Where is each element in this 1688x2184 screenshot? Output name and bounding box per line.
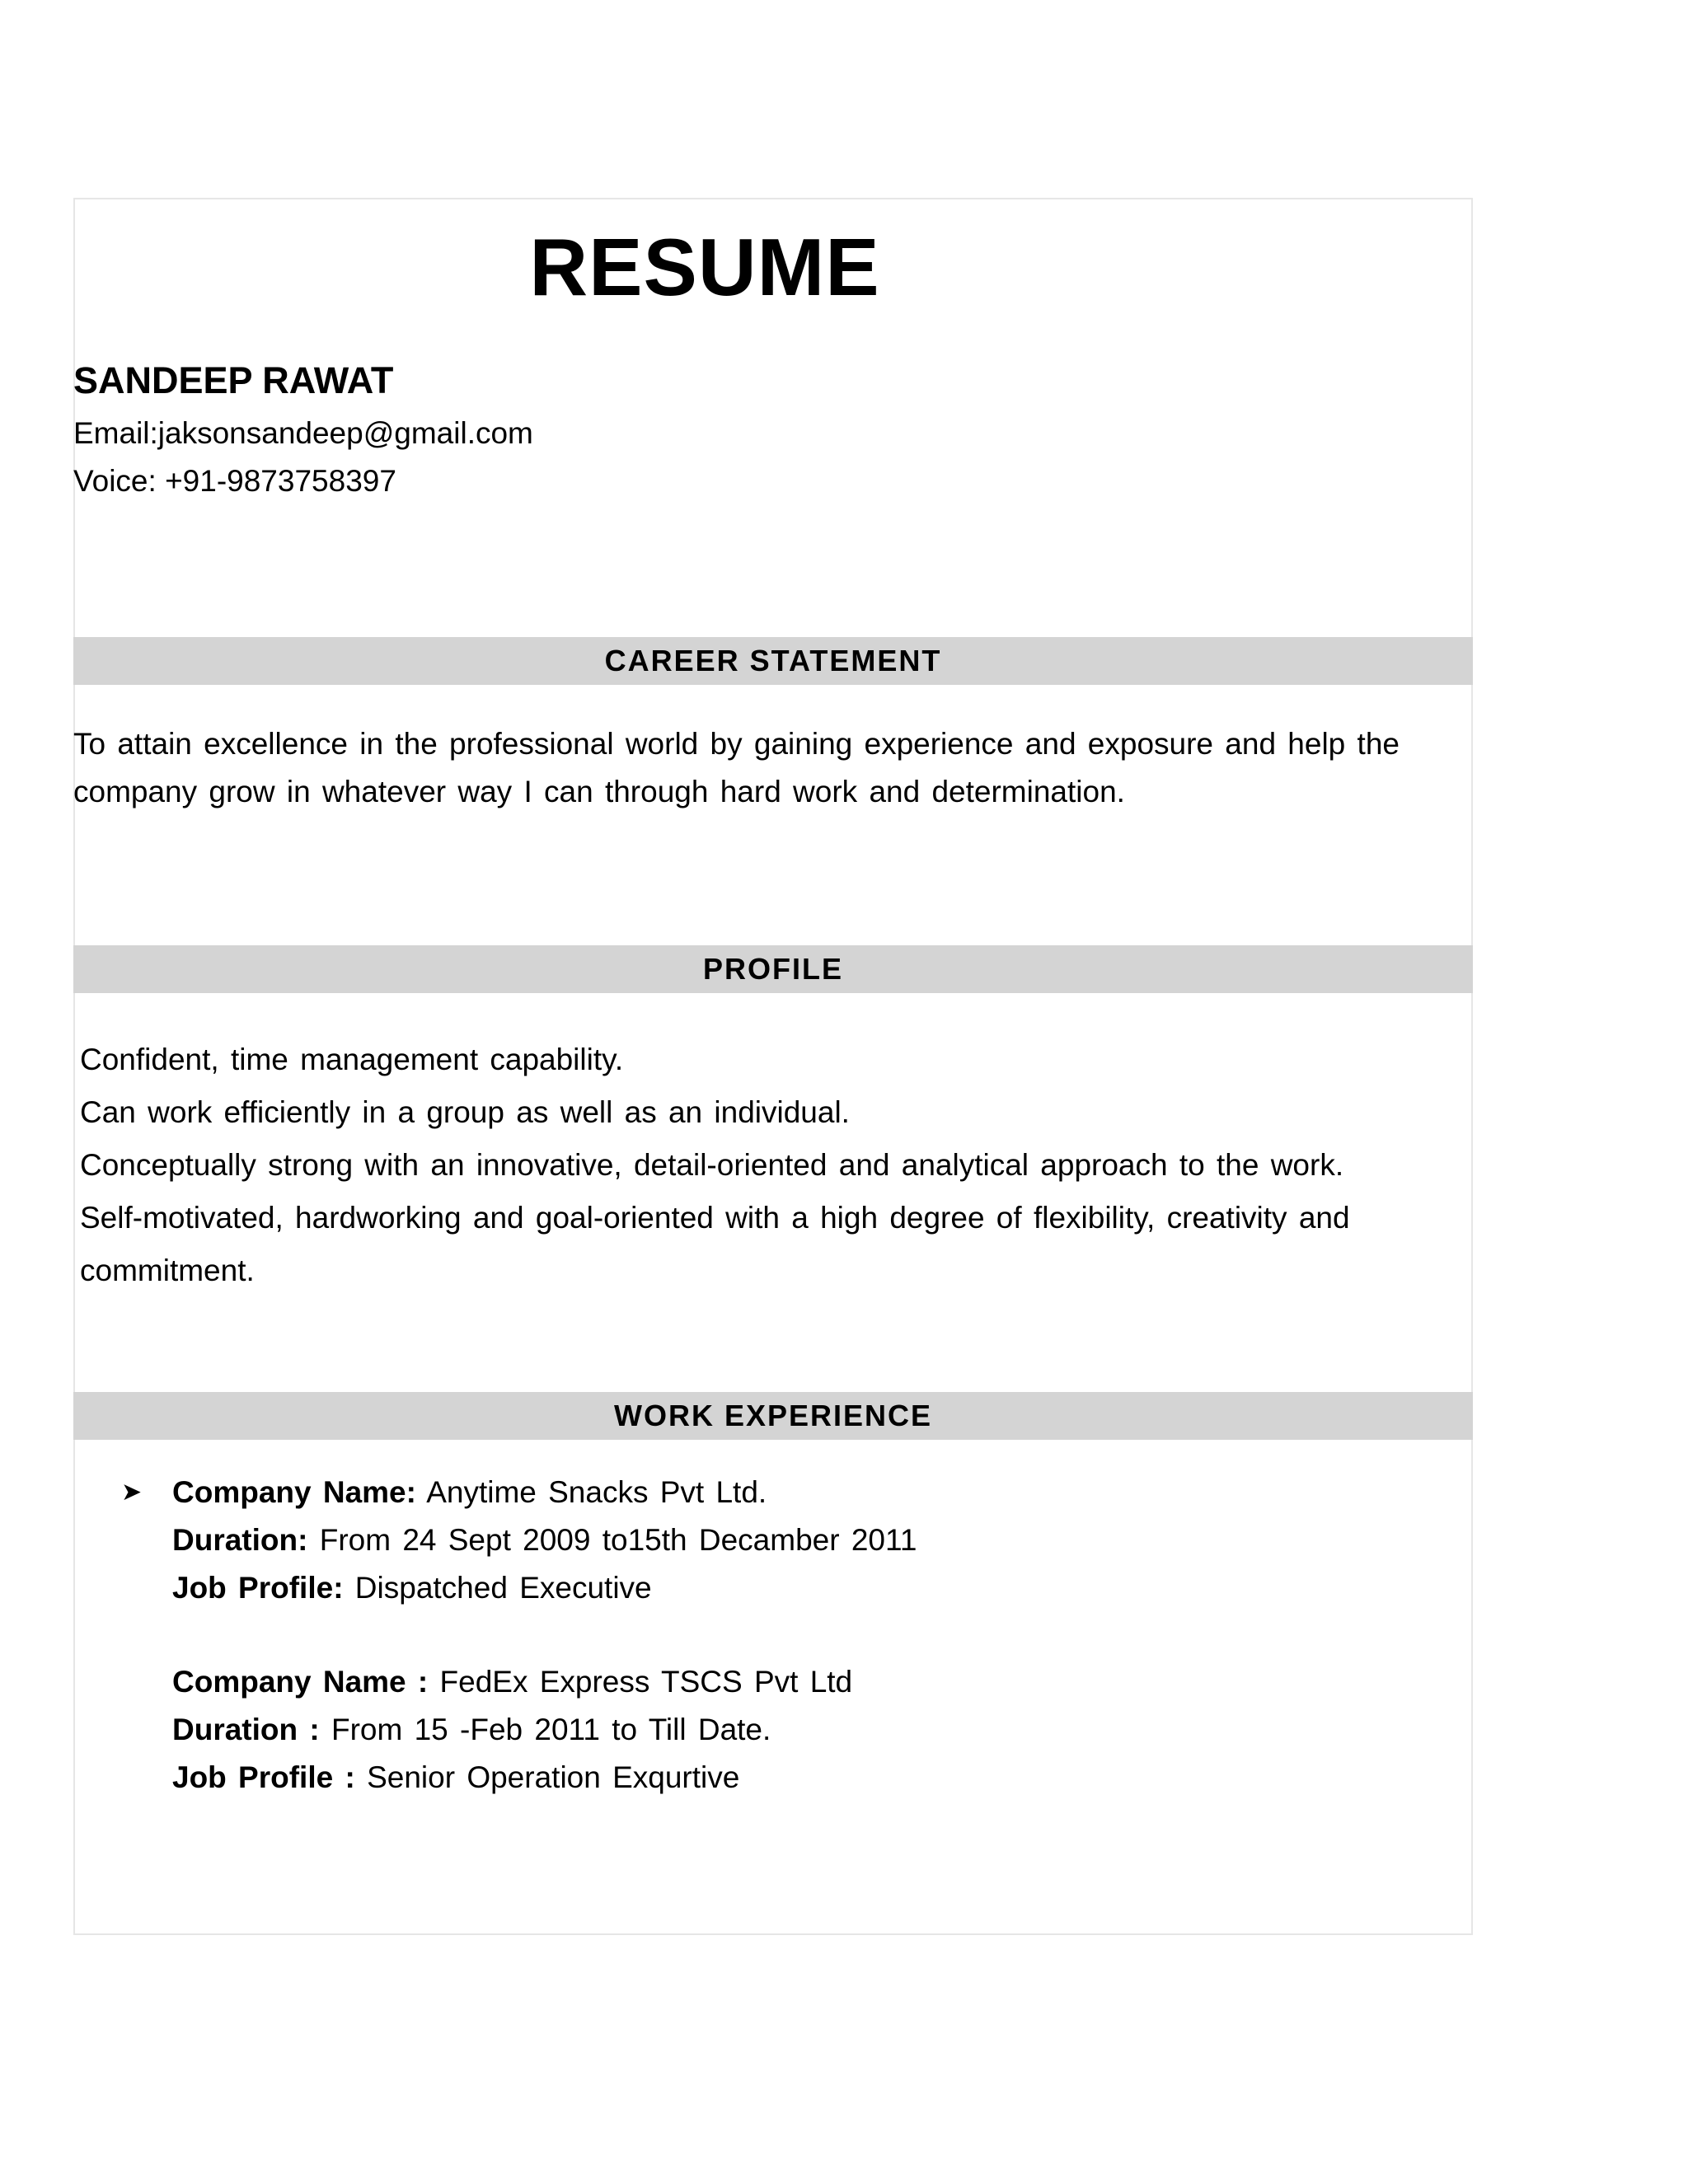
profile-item: Self-motivated, hardworking and goal-oriented with a high degree of flexibility, creativity and commitment. — [80, 1201, 1350, 1287]
work-experience-heading: WORK EXPERIENCE — [613, 1399, 933, 1432]
profile-item: Confident, time management capability. — [80, 1043, 624, 1076]
company-value: FedEx Express TSCS Pvt Ltd — [428, 1665, 853, 1699]
duration-value: From 15 -Feb 2011 to Till Date. — [319, 1713, 771, 1746]
candidate-name: SANDEEP RAWAT — [73, 359, 394, 401]
profile-item: Conceptually strong with an innovative, detail-oriented and analytical approach to the work. — [80, 1148, 1344, 1182]
work-experience-header — [73, 1392, 1473, 1440]
email-line: Email:jaksonsandeep@gmail.com — [73, 416, 533, 450]
company-value: Anytime Snacks Pvt Ltd. — [415, 1475, 767, 1509]
resume-title: RESUME — [529, 222, 880, 312]
duration-line — [172, 1706, 917, 1754]
job-profile-line — [172, 1754, 917, 1802]
work-experience-list — [121, 1469, 917, 1802]
duration-value: From 24 Sept 2009 to15th Decamber 2011 — [307, 1523, 917, 1557]
job-entry — [121, 1658, 917, 1802]
job-profile-line — [172, 1564, 917, 1612]
profile-heading: PROFILE — [702, 952, 843, 986]
company-line — [172, 1658, 917, 1706]
job-profile-label: Job Profile : — [172, 1760, 355, 1794]
job-profile-label: Job Profile: — [172, 1571, 344, 1605]
profile-header — [73, 945, 1473, 993]
profile-item: Can work efficiently in a group as well as an individual. — [80, 1095, 850, 1129]
career-statement-header — [73, 637, 1473, 685]
company-label: Company Name: — [172, 1475, 416, 1509]
voice-line: Voice: +91-9873758397 — [73, 464, 396, 498]
job-entry — [121, 1469, 917, 1612]
career-statement-heading: CAREER STATEMENT — [604, 644, 942, 677]
profile-list — [80, 1033, 1382, 1297]
career-statement-text: To attain excellence in the professional world by gaining experience and exposure and help the company grow in whatever way I can through hard work and determination. — [73, 727, 1400, 808]
duration-label: Duration: — [172, 1523, 308, 1557]
company-label: Company Name : — [172, 1665, 429, 1699]
company-line — [172, 1469, 917, 1516]
job-profile-value: Dispatched Executive — [343, 1571, 652, 1605]
duration-line — [172, 1516, 917, 1564]
duration-label: Duration : — [172, 1713, 320, 1746]
job-profile-value: Senior Operation Exqurtive — [354, 1760, 740, 1794]
arrow-bullet-icon: ➤ — [121, 1479, 143, 1506]
